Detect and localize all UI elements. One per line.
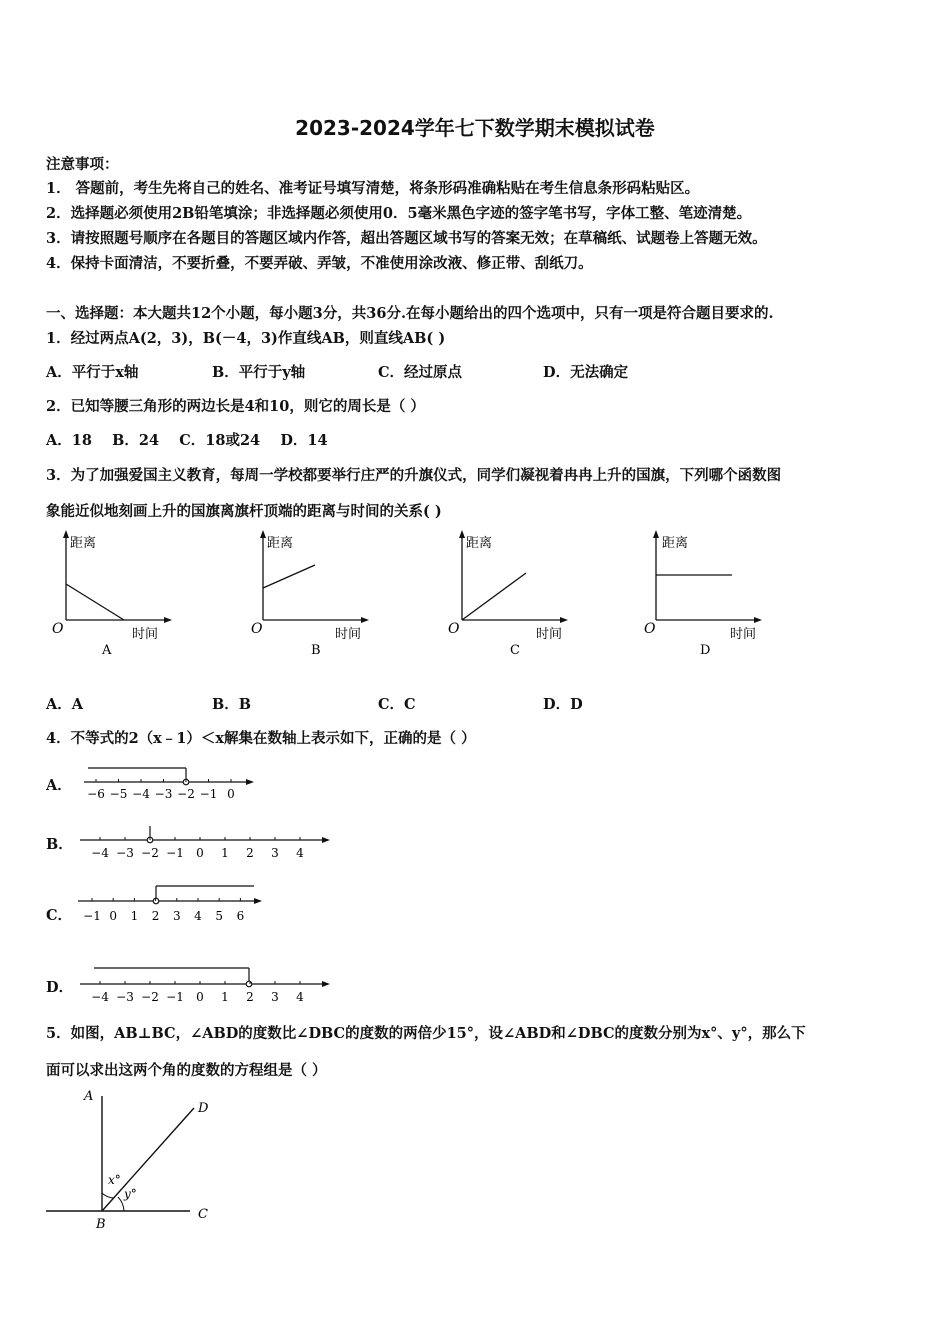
q2-stem: 2．已知等腰三角形的两边长是4和10，则它的周长是（ ） — [46, 398, 425, 415]
graph-line-decreasing — [66, 584, 124, 620]
q4-option-c-label[interactable]: C． — [46, 907, 73, 924]
graph-origin: O — [448, 621, 460, 637]
number-line-label: −2 — [141, 846, 159, 860]
page-title: 2023-2024学年七下数学期末模拟试卷 — [295, 116, 655, 140]
q5-stem-line1: 5．如图，AB⊥BC，∠ABD的度数比∠DBC的度数的两倍少15°，设∠ABD和∠DBC的度数分别为x°、y°，那么下 — [46, 1025, 806, 1042]
notice-item: 1． 答题前，考生先将自己的姓名、准考证号填写清楚，将条形码准确粘贴在考生信息条形码粘贴区。 — [46, 180, 700, 197]
number-line-label: 6 — [236, 909, 245, 923]
graph-xlabel: 时间 — [730, 627, 757, 642]
number-line-label: 2 — [151, 909, 160, 923]
q4-option-a-label[interactable]: A． — [46, 777, 72, 794]
q3-option-b[interactable]: B．B — [212, 696, 252, 713]
graph-ylabel: 距离 — [267, 536, 294, 551]
graph-xlabel: 时间 — [132, 627, 159, 642]
q4-number-line-b[interactable] — [78, 822, 334, 864]
number-line-label: −3 — [154, 787, 173, 801]
q5-stem-line2: 面可以求出这两个角的度数的方程组是（ ） — [46, 1062, 327, 1079]
q3-option-a[interactable]: A．A — [46, 696, 84, 713]
q4-number-line-c[interactable] — [76, 880, 266, 928]
point-label-c: C — [198, 1207, 208, 1222]
q5-angle-figure — [40, 1086, 240, 1236]
q3-option-c[interactable]: C．C — [378, 696, 416, 713]
number-line-label: −4 — [91, 846, 109, 860]
number-line-label: −3 — [116, 990, 134, 1004]
notice-item: 2．选择题必须使用2B铅笔填涂；非选择题必须使用0．5毫米黑色字迹的签字笔书写，字体工整、笔迹清楚。 — [46, 205, 752, 222]
point-label-a: A — [84, 1089, 94, 1104]
graph-xlabel: 时间 — [536, 627, 563, 642]
graph-label: B — [311, 643, 321, 658]
graph-label: D — [700, 643, 711, 658]
q1-stem: 1．经过两点A(2，3)，B(－4，3)作直线AB，则直线AB( ) — [46, 330, 446, 347]
number-line-label: −1 — [166, 990, 184, 1004]
q4-number-line-d[interactable] — [78, 962, 334, 1006]
angle-label-y: y° — [124, 1187, 137, 1201]
graph-ylabel: 距离 — [662, 536, 689, 551]
number-line-label: 2 — [246, 846, 254, 860]
number-line-label: 2 — [246, 990, 254, 1004]
notice-item: 3．请按照题号顺序在各题目的答题区域内作答，超出答题区域书写的答案无效；在草稿纸、试题卷上答题无效。 — [46, 230, 767, 247]
q4-number-line-a[interactable] — [78, 762, 258, 804]
number-line-label: 0 — [196, 990, 204, 1004]
number-line-label: 3 — [271, 990, 279, 1004]
graph-xlabel: 时间 — [335, 627, 362, 642]
number-line-label: −1 — [166, 846, 184, 860]
open-circle-marker — [246, 981, 252, 987]
q3-graph-c — [440, 528, 580, 660]
graph-origin: O — [52, 621, 64, 637]
q2-options[interactable]: A．18 B．24 C．18或24 D．14 — [46, 432, 328, 449]
number-line-label: 0 — [227, 787, 235, 801]
q4-option-b-label[interactable]: B． — [46, 836, 73, 853]
graph-label: A — [102, 643, 112, 658]
q1-option-c[interactable]: C．经过原点 — [378, 364, 463, 381]
graph-origin: O — [644, 621, 656, 637]
graph-origin: O — [251, 621, 263, 637]
number-line-label: −1 — [199, 787, 218, 801]
number-line-label: −4 — [132, 787, 150, 801]
number-line-label: −6 — [87, 787, 105, 801]
q1-option-d[interactable]: D．无法确定 — [543, 364, 629, 381]
q1-option-a[interactable]: A．平行于x轴 — [46, 364, 139, 381]
number-line-label: 4 — [296, 990, 304, 1004]
graph-ylabel: 距离 — [466, 536, 493, 551]
q3-option-d[interactable]: D．D — [543, 696, 583, 713]
number-line-label: 1 — [221, 846, 229, 860]
q3-stem-line2: 象能近似地刻画上升的国旗离旗杆顶端的距离与时间的关系( ) — [46, 503, 442, 520]
point-label-b: B — [96, 1217, 106, 1232]
q3-graph-a — [44, 528, 184, 660]
number-line-label: −2 — [177, 787, 195, 801]
graph-label: C — [510, 643, 520, 658]
graph-line-increasing-offset — [263, 565, 315, 588]
number-line-label: 5 — [215, 909, 224, 923]
number-line-label: 0 — [109, 909, 118, 923]
number-line-label: −1 — [83, 909, 101, 923]
number-line-label: −4 — [91, 990, 109, 1004]
number-line-label: 4 — [194, 909, 202, 923]
ray-bd — [102, 1108, 194, 1211]
point-label-d: D — [198, 1101, 209, 1116]
q1-option-b[interactable]: B．平行于y轴 — [212, 364, 306, 381]
q3-graph-d — [634, 528, 774, 660]
number-line-label: −2 — [141, 990, 159, 1004]
number-line-label: 1 — [130, 909, 139, 923]
q3-stem-line1: 3．为了加强爱国主义教育，每周一学校都要举行庄严的升旗仪式，同学们凝视着冉冉上升的国旗，下列哪个函数图 — [46, 467, 782, 484]
graph-line-increasing — [462, 573, 526, 620]
number-line-label: 4 — [296, 846, 304, 860]
notice-heading: 注意事项： — [46, 156, 119, 173]
number-line-label: −5 — [109, 787, 128, 801]
q4-option-d-label[interactable]: D． — [46, 979, 74, 996]
section-heading: 一、选择题：本大题共12个小题，每小题3分，共36分.在每小题给出的四个选项中，只有一项是符合题目要求的. — [46, 305, 774, 322]
graph-ylabel: 距离 — [70, 536, 97, 551]
q4-stem: 4．不等式的2（x﹣1）＜x解集在数轴上表示如下，正确的是（ ） — [46, 730, 476, 747]
number-line-label: 3 — [172, 909, 181, 923]
number-line-label: 0 — [196, 846, 204, 860]
notice-item: 4．保持卡面清洁，不要折叠，不要弄破、弄皱，不准使用涂改液、修正带、刮纸刀。 — [46, 255, 593, 272]
number-line-label: 3 — [271, 846, 279, 860]
number-line-label: 1 — [221, 990, 229, 1004]
q3-graph-b — [241, 528, 381, 660]
number-line-label: −3 — [116, 846, 134, 860]
angle-label-x: x° — [108, 1173, 121, 1187]
